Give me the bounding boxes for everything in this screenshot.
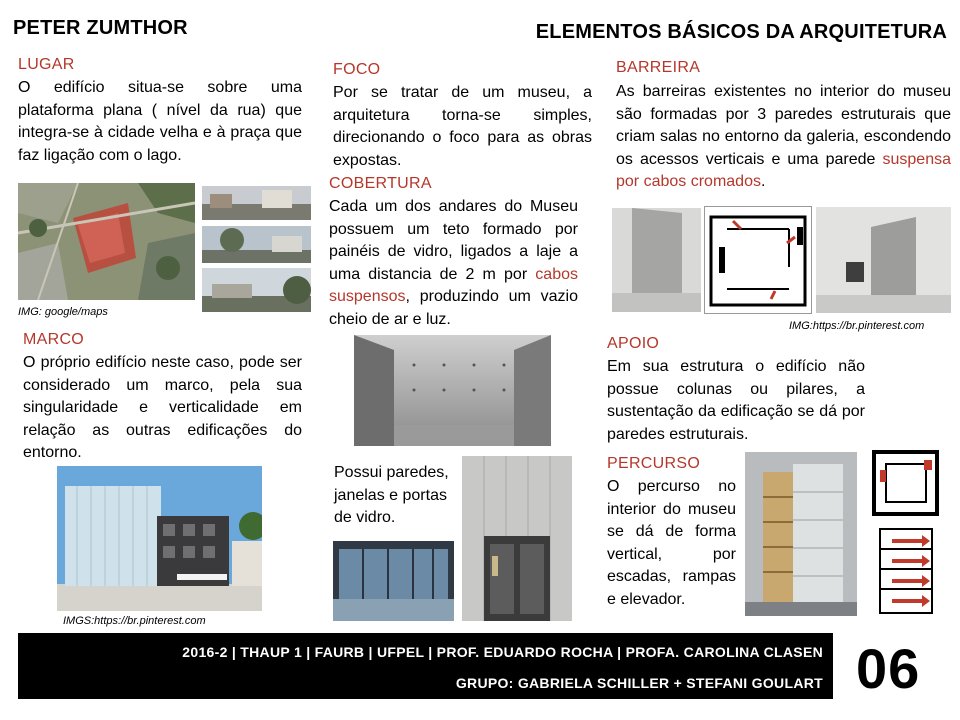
section-diagram (872, 525, 940, 617)
lugar-text: O edifício situa-se sobre uma plataforma plana ( nível da rua) que integra-se à cidade velha e à praça que faz ligação com o lago. (18, 79, 302, 164)
barreira-highlight: suspensa por cabos cromados (616, 150, 951, 190)
barreira-text (616, 81, 951, 194)
barreira-text-b: . (760, 173, 766, 190)
cobertura-text-b: , produzindo um vazio cheio de ar e luz. (329, 288, 578, 328)
page-number: 06 (856, 637, 921, 700)
lugar-heading: LUGAR (18, 56, 75, 73)
marco-heading: MARCO (23, 331, 85, 348)
apoio-text: Em sua estrutura o edifício não possue colunas ou pilares, a sustentação da edificação se dá por paredes estruturais. (607, 358, 865, 443)
apoio-heading: APOIO (607, 335, 660, 352)
floor-plan-drawing (704, 206, 812, 314)
footer-course-line: 2016-2 | THAUP 1 | FAURB | UFPEL | PROF. EDUARDO ROCHA | PROFA. CAROLINA CLASEN (182, 644, 823, 660)
cobertura-highlight: cabos suspensos (329, 265, 578, 305)
glass-window-photo (333, 541, 454, 621)
marco-caption: IMGS:https://br.pinterest.com (63, 615, 206, 627)
barreira-text-a: As barreiras existentes no interior do museu são formadas por 3 paredes estruturais que criam salas no entorno da galeria, escondendo os acessos verticais e uma parede (616, 83, 951, 168)
street-photo-1 (202, 186, 311, 220)
street-photo-2 (202, 226, 311, 263)
interior-wall-photo-1 (612, 208, 701, 312)
museum-exterior-photo (57, 466, 262, 611)
marco-text: O próprio edifício neste caso, pode ser considerado um marco, pela sua singularidade e verticalidade em relação as outras edificações do entorno. (23, 354, 302, 461)
vidro-text: Possui paredes, janelas e portas de vidro. (334, 464, 449, 526)
section-model-photo (745, 452, 857, 616)
author-title: PETER ZUMTHOR (13, 17, 188, 39)
foco-heading: FOCO (333, 61, 381, 78)
cobertura-heading: COBERTURA (329, 175, 432, 192)
glass-ceiling-photo (354, 335, 551, 446)
barreira-heading: BARREIRA (616, 59, 701, 76)
footer-bar (18, 633, 833, 699)
cobertura-text-a: Cada um dos andares do Museu possuem um teto formado por painéis de vidro, ligados a laje a uma distancia de 2 m por (329, 198, 578, 283)
cobertura-text (329, 196, 578, 331)
percurso-text: O percurso no interior do museu se dá de forma vertical, por escadas, rampas e elevador. (607, 478, 736, 608)
footer-group-line: GRUPO: GABRIELA SCHILLER + STEFANI GOULART (455, 675, 823, 691)
percurso-heading: PERCURSO (607, 455, 701, 472)
lugar-caption: IMG: google/maps (18, 306, 108, 318)
barreira-caption: IMG:https://br.pinterest.com (789, 320, 925, 332)
street-photo-3 (202, 268, 311, 312)
interior-wall-photo-2 (816, 207, 951, 313)
page-title: ELEMENTOS BÁSICOS DA ARQUITETURA (535, 21, 947, 43)
plan-diagram (872, 450, 939, 516)
glass-door-photo (462, 456, 572, 621)
map-aerial-image (18, 183, 195, 300)
foco-text: Por se tratar de um museu, a arquitetura torna-se simples, direcionando o foco para as obras expostas. (333, 84, 592, 169)
